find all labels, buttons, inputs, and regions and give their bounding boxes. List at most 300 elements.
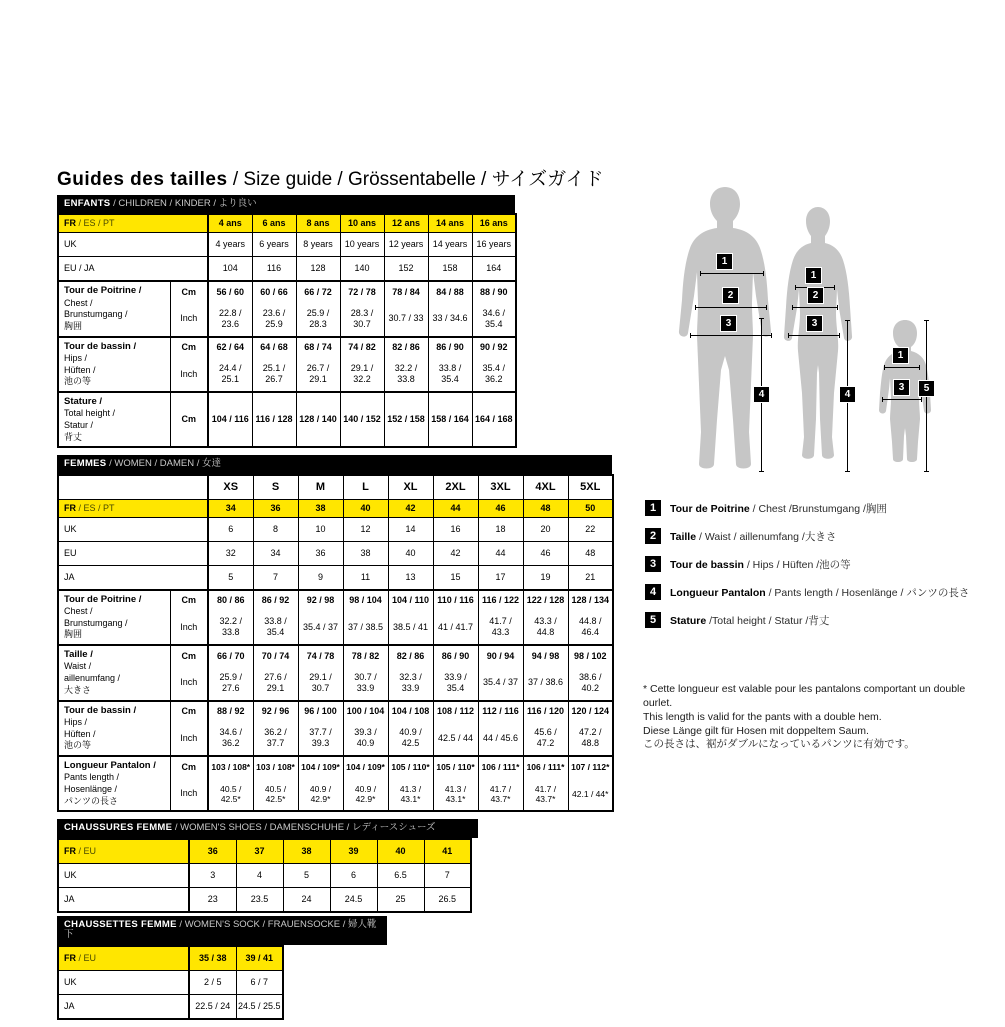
measure-cell-cm: 98 / 104	[343, 590, 388, 611]
legend-item-pants-length: 4 Longueur Pantalon / Pants length / Hosenlänge / パンツの長さ	[645, 584, 969, 600]
shoes-ja-label: JA	[58, 887, 189, 912]
measure-cell-inch: 23.6 / 25.9	[252, 302, 296, 337]
legend-item-chest: 1 Tour de Poitrine / Chest /Brunstumgang /胸囲	[645, 500, 969, 516]
size-letter-cell: 3XL	[478, 475, 523, 500]
unit-cm: Cm	[170, 645, 208, 666]
page-title-french: Guides des tailles	[57, 169, 228, 190]
measure-cell-cm: 122 / 128	[523, 590, 568, 611]
measure-cell-inch: 25.9 / 27.6	[208, 666, 253, 701]
children-euja-label: EU / JA	[58, 257, 208, 282]
size-cell: 152	[384, 257, 428, 282]
page-title-translations: / Size guide / Grössentabelle / サイズガイド	[227, 169, 604, 190]
shoes-table-header	[57, 819, 478, 837]
women-size-table-block	[57, 455, 614, 812]
measure-cell-cm: 152 / 158	[384, 392, 428, 447]
women-eu-label: EU	[58, 541, 208, 565]
man-hips-badge: 3	[720, 315, 737, 332]
child-chest-bar	[884, 365, 920, 370]
measure-cell-inch: 45.6 / 47.2	[523, 721, 568, 756]
pants-length-footnote	[643, 683, 981, 752]
measure-cell-cm: 106 / 111*	[523, 756, 568, 777]
size-cell: 11	[343, 565, 388, 590]
measure-cell-cm: 68 / 74	[296, 337, 340, 358]
measure-cell-inch: 28.3 / 30.7	[340, 302, 384, 337]
unit-cm: Cm	[170, 756, 208, 777]
size-cell: 22	[568, 517, 613, 541]
measure-cell-cm: 103 / 108*	[253, 756, 298, 777]
measure-cell-cm: 82 / 86	[384, 337, 428, 358]
women-pants-cm-row	[58, 756, 613, 777]
size-cell: 3	[189, 863, 236, 887]
measure-cell-inch: 44 / 45.6	[478, 721, 523, 756]
shoes-header-bold: CHAUSSURES FEMME	[64, 822, 173, 834]
size-letter-cell: 2XL	[433, 475, 478, 500]
socks-uk-label: UK	[58, 970, 189, 994]
measure-cell-cm: 104 / 108	[388, 701, 433, 722]
size-cell: 116	[252, 257, 296, 282]
measure-cell-inch: 32.2 / 33.8	[384, 357, 428, 392]
measure-cell-inch: 29.1 / 32.2	[340, 357, 384, 392]
size-cell: 22.5 / 24	[189, 994, 236, 1019]
measure-cell-inch: 39.3 / 40.9	[343, 721, 388, 756]
size-cell: 34	[208, 499, 253, 517]
socks-header-bold: CHAUSSETTES FEMME	[64, 918, 177, 930]
size-cell: 44	[478, 541, 523, 565]
measure-cell-cm: 74 / 82	[340, 337, 384, 358]
unit-inch: Inch	[170, 666, 208, 701]
footnote-line-ja: この長さは、裾がダブルになっているパンツに有効です。	[643, 738, 915, 751]
size-cell: 12 ans	[384, 214, 428, 232]
man-pants-badge: 4	[753, 386, 770, 403]
measure-cell-inch: 42.5 / 44	[433, 721, 478, 756]
woman-waist-bar	[792, 305, 838, 310]
measure-cell-cm: 128 / 134	[568, 590, 613, 611]
size-cell: 6.5	[377, 863, 424, 887]
footnote-line-de: Diese Länge gilt für Hosen mit doppeltem Saum.	[643, 724, 869, 737]
measure-cell-cm: 74 / 78	[298, 645, 343, 666]
size-letter-cell: 5XL	[568, 475, 613, 500]
size-cell: 40	[343, 499, 388, 517]
measure-cell-cm: 140 / 152	[340, 392, 384, 447]
size-cell: 14 ans	[428, 214, 472, 232]
measure-cell-cm: 158 / 164	[428, 392, 472, 447]
size-cell: 36	[189, 839, 236, 864]
size-cell: 4 ans	[208, 214, 252, 232]
woman-chest-badge: 1	[805, 267, 822, 284]
measure-cell-inch: 33.9 / 35.4	[433, 666, 478, 701]
women-hips-label: Tour de bassin / Hips / Hüften / 池の等	[58, 701, 170, 756]
women-ja-label: JA	[58, 565, 208, 590]
women-hips-cm-row	[58, 701, 613, 722]
measure-cell-cm: 84 / 88	[428, 281, 472, 302]
measure-cell-inch: 32.2 / 33.8	[208, 610, 253, 645]
size-cell: 23.5	[236, 887, 283, 912]
children-hips-label: Tour de bassin / Hips / Hüften / 池の等	[58, 337, 170, 392]
measure-cell-cm: 104 / 109*	[343, 756, 388, 777]
women-letters-blank	[58, 475, 208, 500]
women-socks-table-block	[57, 916, 387, 1020]
socks-table-header	[57, 916, 387, 945]
measure-cell-cm: 110 / 116	[433, 590, 478, 611]
children-hips-cm-row	[58, 337, 516, 358]
measure-cell-inch: 37 / 38.6	[523, 666, 568, 701]
measure-cell-cm: 103 / 108*	[208, 756, 253, 777]
size-cell: 44	[433, 499, 478, 517]
measure-cell-cm: 94 / 98	[523, 645, 568, 666]
size-cell: 8	[253, 517, 298, 541]
size-cell: 14 years	[428, 233, 472, 257]
measure-cell-inch: 26.7 / 29.1	[296, 357, 340, 392]
measure-cell-inch: 41 / 41.7	[433, 610, 478, 645]
measure-cell-cm: 78 / 82	[343, 645, 388, 666]
size-cell: 46	[523, 541, 568, 565]
children-chest-label: Tour de Poitrine / Chest / Brunstumgang / 胸囲	[58, 281, 170, 336]
size-cell: 32	[208, 541, 253, 565]
children-size-table	[57, 213, 517, 448]
measure-cell-inch: 24.4 / 25.1	[208, 357, 252, 392]
women-shoes-table-block	[57, 819, 614, 912]
measure-cell-inch: 25.1 / 26.7	[252, 357, 296, 392]
measure-cell-cm: 70 / 74	[253, 645, 298, 666]
size-cell: 7	[424, 863, 471, 887]
children-uk-label: UK	[58, 233, 208, 257]
women-waist-label: Taille / Waist / aillenumfang / 大きさ	[58, 645, 170, 700]
shoes-uk-label: UK	[58, 863, 189, 887]
size-cell: 17	[478, 565, 523, 590]
size-cell: 46	[478, 499, 523, 517]
unit-cm: Cm	[170, 590, 208, 611]
legend-item-waist: 2 Taille / Waist / aillenumfang /大きさ	[645, 528, 969, 544]
measure-cell-inch: 32.3 / 33.9	[388, 666, 433, 701]
women-chest-cm-row	[58, 590, 613, 611]
measure-cell-inch: 40.9 / 42.5	[388, 721, 433, 756]
size-cell: 24	[283, 887, 330, 912]
size-cell: 20	[523, 517, 568, 541]
size-cell: 23	[189, 887, 236, 912]
measure-cell-cm: 88 / 90	[472, 281, 516, 302]
size-cell: 128	[296, 257, 340, 282]
size-cell: 40	[377, 839, 424, 864]
size-letter-cell: 4XL	[523, 475, 568, 500]
children-uk-row	[58, 233, 516, 257]
measure-cell-inch: 35.4 / 36.2	[472, 357, 516, 392]
measure-cell-cm: 56 / 60	[208, 281, 252, 302]
woman-hips-bar	[788, 333, 840, 338]
measure-cell-cm: 107 / 112*	[568, 756, 613, 777]
women-ja-row	[58, 565, 613, 590]
size-cell: 34	[253, 541, 298, 565]
size-cell: 10	[298, 517, 343, 541]
unit-inch: Inch	[170, 302, 208, 337]
children-size-table-block	[57, 195, 614, 448]
socks-fr-label: FR / EU	[58, 946, 189, 971]
women-waist-cm-row	[58, 645, 613, 666]
unit-cm: Cm	[170, 281, 208, 302]
measure-cell-cm: 104 / 109*	[298, 756, 343, 777]
unit-inch: Inch	[170, 357, 208, 392]
child-chest-badge: 1	[892, 347, 909, 364]
size-cell: 50	[568, 499, 613, 517]
children-stature-label: Stature / Total height / Statur / 背丈	[58, 392, 170, 447]
measure-cell-cm: 116 / 120	[523, 701, 568, 722]
man-chest-bar	[700, 271, 764, 276]
measure-cell-inch: 33.8 / 35.4	[428, 357, 472, 392]
measure-cell-inch: 40.5 / 42.5*	[253, 777, 298, 811]
measure-cell-inch: 42.1 / 44*	[568, 777, 613, 811]
women-header-rest: / WOMEN / DAMEN / 女達	[106, 458, 221, 470]
measure-cell-inch: 38.6 / 40.2	[568, 666, 613, 701]
size-cell: 39	[330, 839, 377, 864]
women-uk-label: UK	[58, 517, 208, 541]
measure-cell-cm: 82 / 86	[388, 645, 433, 666]
unit-cm: Cm	[170, 337, 208, 358]
measure-cell-inch: 35.4 / 37	[478, 666, 523, 701]
measure-cell-inch: 33.8 / 35.4	[253, 610, 298, 645]
measure-cell-cm: 62 / 64	[208, 337, 252, 358]
socks-fr-row	[58, 946, 283, 971]
size-letter-cell: M	[298, 475, 343, 500]
measure-cell-inch: 40.5 / 42.5*	[208, 777, 253, 811]
size-cell: 2 / 5	[189, 970, 236, 994]
size-letter-cell: S	[253, 475, 298, 500]
man-waist-bar	[695, 305, 767, 310]
women-pants-label: Longueur Pantalon / Pants length / Hosenlänge / パンツの長さ	[58, 756, 170, 811]
size-cell: 10 ans	[340, 214, 384, 232]
size-cell: 38	[283, 839, 330, 864]
tables-column	[57, 195, 614, 1027]
women-header-bold: FEMMES	[64, 458, 107, 470]
size-cell: 6 years	[252, 233, 296, 257]
measure-cell-cm: 116 / 128	[252, 392, 296, 447]
measure-cell-cm: 90 / 92	[472, 337, 516, 358]
measure-cell-cm: 116 / 122	[478, 590, 523, 611]
measure-cell-cm: 120 / 124	[568, 701, 613, 722]
children-chest-cm-row	[58, 281, 516, 302]
size-cell: 7	[253, 565, 298, 590]
measure-cell-inch: 40.9 / 42.9*	[298, 777, 343, 811]
measure-cell-cm: 60 / 66	[252, 281, 296, 302]
measure-cell-cm: 72 / 78	[340, 281, 384, 302]
women-socks-table	[57, 945, 284, 1020]
measure-cell-inch: 33 / 34.6	[428, 302, 472, 337]
women-shoes-table	[57, 838, 472, 913]
measure-cell-inch: 37 / 38.5	[343, 610, 388, 645]
size-cell: 16 ans	[472, 214, 516, 232]
size-cell: 16	[433, 517, 478, 541]
measure-cell-cm: 86 / 90	[433, 645, 478, 666]
size-cell: 24.5 / 25.5	[236, 994, 283, 1019]
measure-cell-cm: 80 / 86	[208, 590, 253, 611]
size-cell: 16 years	[472, 233, 516, 257]
size-letter-cell: L	[343, 475, 388, 500]
size-cell: 12	[343, 517, 388, 541]
measure-cell-cm: 92 / 96	[253, 701, 298, 722]
measure-cell-cm: 112 / 116	[478, 701, 523, 722]
unit-inch: Inch	[170, 721, 208, 756]
measure-cell-inch: 44.8 / 46.4	[568, 610, 613, 645]
man-chest-badge: 1	[716, 253, 733, 270]
measure-cell-cm: 108 / 112	[433, 701, 478, 722]
measure-cell-inch: 38.5 / 41	[388, 610, 433, 645]
size-cell: 15	[433, 565, 478, 590]
size-cell: 5	[283, 863, 330, 887]
legend-badge-2: 2	[645, 528, 661, 544]
child-hips-bar	[882, 397, 922, 402]
measure-cell-cm: 105 / 110*	[433, 756, 478, 777]
children-header-bold: ENFANTS	[64, 198, 111, 209]
child-hips-badge: 3	[893, 379, 910, 396]
measure-cell-inch: 29.1 / 30.7	[298, 666, 343, 701]
shoes-fr-label: FR / EU	[58, 839, 189, 864]
women-letters-row	[58, 475, 613, 500]
size-cell: 164	[472, 257, 516, 282]
measure-cell-inch: 47.2 / 48.8	[568, 721, 613, 756]
size-cell: 8 years	[296, 233, 340, 257]
children-table-header	[57, 195, 515, 213]
measure-cell-inch: 34.6 / 35.4	[472, 302, 516, 337]
legend-badge-4: 4	[645, 584, 661, 600]
size-cell: 39 / 41	[236, 946, 283, 971]
shoes-fr-row	[58, 839, 471, 864]
children-header-rest: / CHILDREN / KINDER / より良い	[110, 198, 257, 209]
socks-ja-label: JA	[58, 994, 189, 1019]
measure-cell-cm: 88 / 92	[208, 701, 253, 722]
measure-cell-inch: 27.6 / 29.1	[253, 666, 298, 701]
women-fr-label: FR / ES / PT	[58, 499, 208, 517]
size-letter-cell: XL	[388, 475, 433, 500]
legend-badge-3: 3	[645, 556, 661, 572]
size-letter-cell: XS	[208, 475, 253, 500]
women-chest-label: Tour de Poitrine / Chest / Brunstumgang / 胸囲	[58, 590, 170, 645]
size-cell: 26.5	[424, 887, 471, 912]
unit-inch: Inch	[170, 610, 208, 645]
legend-badge-1: 1	[645, 500, 661, 516]
measure-cell-inch: 41.3 / 43.1*	[433, 777, 478, 811]
measurement-figure	[640, 168, 990, 483]
measure-cell-cm: 100 / 104	[343, 701, 388, 722]
children-fr-row	[58, 214, 516, 232]
measure-cell-cm: 96 / 100	[298, 701, 343, 722]
women-size-table	[57, 474, 614, 812]
size-cell: 24.5	[330, 887, 377, 912]
size-cell: 13	[388, 565, 433, 590]
size-cell: 48	[523, 499, 568, 517]
measure-cell-cm: 86 / 90	[428, 337, 472, 358]
size-cell: 42	[388, 499, 433, 517]
measure-cell-cm: 66 / 70	[208, 645, 253, 666]
size-cell: 38	[298, 499, 343, 517]
child-stature-badge: 5	[918, 380, 935, 397]
woman-hips-badge: 3	[806, 315, 823, 332]
measure-cell-cm: 66 / 72	[296, 281, 340, 302]
socks-ja-row	[58, 994, 283, 1019]
measure-cell-cm: 78 / 84	[384, 281, 428, 302]
woman-waist-badge: 2	[807, 287, 824, 304]
size-cell: 18	[478, 517, 523, 541]
women-table-header	[57, 455, 612, 473]
socks-header-rest: / WOMEN'S SOCK / FRAUENSOCKE / 婦人靴下	[64, 918, 377, 941]
measure-cell-inch: 30.7 / 33	[384, 302, 428, 337]
shoes-header-rest: / WOMEN'S SHOES / DAMENSCHUHE / レディースシューズ	[172, 822, 436, 834]
measure-cell-cm: 104 / 116	[208, 392, 252, 447]
size-cell: 12 years	[384, 233, 428, 257]
children-fr-label: FR / ES / PT	[58, 214, 208, 232]
unit-inch: Inch	[170, 777, 208, 811]
size-cell: 42	[433, 541, 478, 565]
unit-cm: Cm	[170, 392, 208, 447]
size-cell: 6	[208, 517, 253, 541]
measure-cell-inch: 37.7 / 39.3	[298, 721, 343, 756]
women-eu-row	[58, 541, 613, 565]
man-waist-badge: 2	[722, 287, 739, 304]
size-cell: 36	[298, 541, 343, 565]
measure-cell-cm: 64 / 68	[252, 337, 296, 358]
size-cell: 4 years	[208, 233, 252, 257]
size-cell: 25	[377, 887, 424, 912]
legend-item-hips: 3 Tour de bassin / Hips / Hüften /池の等	[645, 556, 969, 572]
measure-cell-inch: 41.7 / 43.3	[478, 610, 523, 645]
measure-cell-cm: 86 / 92	[253, 590, 298, 611]
size-cell: 6 ans	[252, 214, 296, 232]
measure-cell-inch: 34.6 / 36.2	[208, 721, 253, 756]
measure-cell-inch: 43.3 / 44.8	[523, 610, 568, 645]
children-stature-row	[58, 392, 516, 447]
measure-cell-inch: 40.9 / 42.9*	[343, 777, 388, 811]
legend-item-stature: 5 Stature /Total height / Statur /背丈	[645, 612, 969, 628]
size-cell: 35 / 38	[189, 946, 236, 971]
children-euja-row	[58, 257, 516, 282]
measure-cell-cm: 105 / 110*	[388, 756, 433, 777]
measure-cell-cm: 128 / 140	[296, 392, 340, 447]
unit-cm: Cm	[170, 701, 208, 722]
size-cell: 41	[424, 839, 471, 864]
size-cell: 9	[298, 565, 343, 590]
size-cell: 104	[208, 257, 252, 282]
size-cell: 158	[428, 257, 472, 282]
measure-cell-cm: 98 / 102	[568, 645, 613, 666]
shoes-uk-row	[58, 863, 471, 887]
measure-cell-inch: 22.8 / 23.6	[208, 302, 252, 337]
footnote-line-fr: * Cette longueur est valable pour les pantalons comportant un double ourlet.	[643, 683, 966, 709]
shoes-ja-row	[58, 887, 471, 912]
measure-cell-inch: 30.7 / 33.9	[343, 666, 388, 701]
size-cell: 21	[568, 565, 613, 590]
size-cell: 4	[236, 863, 283, 887]
measure-cell-inch: 25.9 / 28.3	[296, 302, 340, 337]
measure-cell-inch: 35.4 / 37	[298, 610, 343, 645]
measure-cell-inch: 36.2 / 37.7	[253, 721, 298, 756]
measure-cell-inch: 41.3 / 43.1*	[388, 777, 433, 811]
footnote-line-en: This length is valid for the pants with a double hem.	[643, 710, 882, 723]
size-cell: 36	[253, 499, 298, 517]
measurement-legend	[645, 500, 969, 628]
size-cell: 6 / 7	[236, 970, 283, 994]
size-cell: 19	[523, 565, 568, 590]
measure-cell-cm: 104 / 110	[388, 590, 433, 611]
size-cell: 40	[388, 541, 433, 565]
measure-cell-cm: 90 / 94	[478, 645, 523, 666]
measure-cell-cm: 164 / 168	[472, 392, 516, 447]
socks-uk-row	[58, 970, 283, 994]
size-cell: 14	[388, 517, 433, 541]
size-cell: 8 ans	[296, 214, 340, 232]
size-cell: 140	[340, 257, 384, 282]
woman-pants-badge: 4	[839, 386, 856, 403]
size-cell: 38	[343, 541, 388, 565]
women-uk-row	[58, 517, 613, 541]
measure-cell-cm: 106 / 111*	[478, 756, 523, 777]
measure-cell-inch: 41.7 / 43.7*	[478, 777, 523, 811]
